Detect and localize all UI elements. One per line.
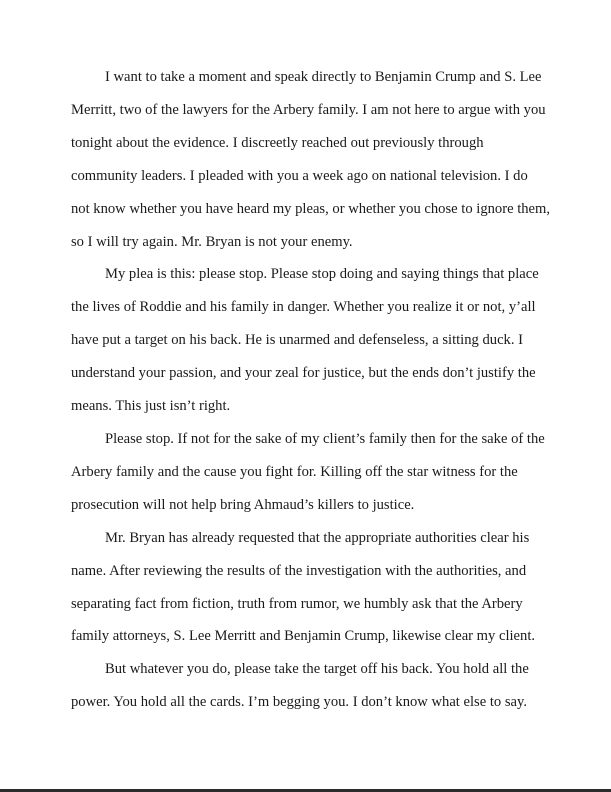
- text-line: name. After reviewing the results of the investigation with the authorities, and: [71, 562, 527, 579]
- paragraph-2: [71, 258, 541, 423]
- text-line: I want to take a moment and speak directly to Benjamin Crump and S. Lee: [105, 69, 542, 85]
- text-line: tonight about the evidence. I discreetly reached out previously through: [71, 134, 484, 151]
- text-line: means. This just isn’t right.: [71, 398, 231, 415]
- text-line: Please stop. If not for the sake of my client’s family then for the sake of the: [105, 430, 545, 447]
- text-line: community leaders. I pleaded with you a week ago on national television. I do: [71, 167, 528, 184]
- document-body: [71, 61, 551, 719]
- text-line: so I will try again. Mr. Bryan is not your enemy.: [71, 233, 353, 250]
- paragraph-1: [71, 61, 551, 258]
- text-line: prosecution will not help bring Ahmaud’s killers to justice.: [71, 496, 415, 513]
- text-line: understand your passion, and your zeal for justice, but the ends don’t justify the: [71, 365, 536, 382]
- text-line: the lives of Roddie and his family in danger. Whether you realize it or not, y’all: [71, 299, 536, 316]
- text-line: power. You hold all the cards. I’m begging you. I don’t know what else to say.: [71, 694, 527, 711]
- text-line: But whatever you do, please take the target off his back. You hold all the: [105, 661, 529, 678]
- text-line: have put a target on his back. He is unarmed and defenseless, a sitting duck. I: [71, 332, 524, 349]
- text-line: not know whether you have heard my pleas, or whether you chose to ignore them,: [71, 200, 551, 217]
- text-line: Merritt, two of the lawyers for the Arbery family. I am not here to argue with you: [71, 101, 546, 118]
- paragraph-4: [71, 522, 541, 654]
- text-line: Mr. Bryan has already requested that the appropriate authorities clear his: [105, 529, 530, 546]
- text-line: family attorneys, S. Lee Merritt and Benjamin Crump, likewise clear my client.: [71, 628, 536, 645]
- text-line: separating fact from fiction, truth from rumor, we humbly ask that the Arbery: [71, 595, 523, 612]
- text-line: Arbery family and the cause you fight for. Killing off the star witness for the: [71, 463, 518, 480]
- paragraph-5: [71, 653, 541, 719]
- text-line: My plea is this: please stop. Please stop doing and saying things that place: [105, 266, 539, 283]
- paragraph-3: [71, 423, 545, 522]
